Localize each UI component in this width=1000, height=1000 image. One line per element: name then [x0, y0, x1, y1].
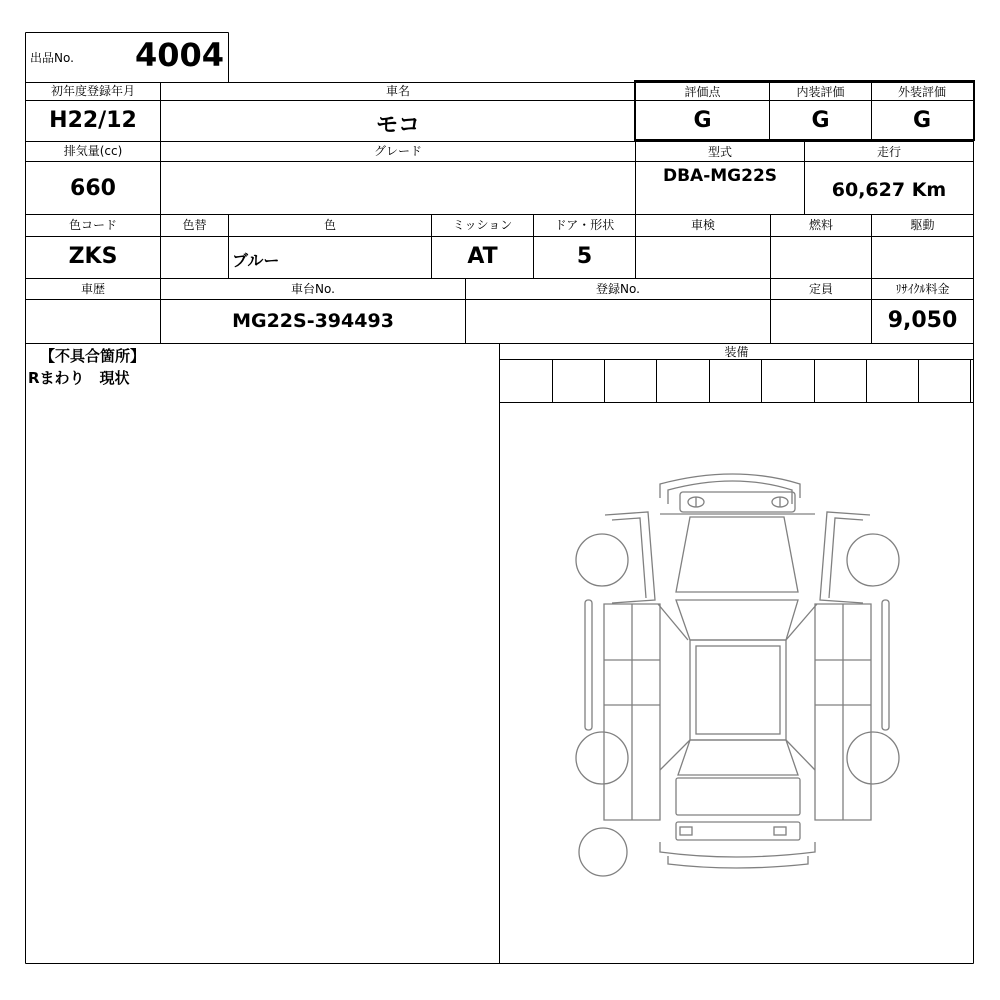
- mileage-label: 走行: [876, 145, 901, 159]
- first-reg-value: H22/12: [49, 108, 137, 133]
- model-value: DBA-MG22S: [662, 166, 778, 186]
- door-value: 5: [576, 244, 593, 269]
- fuel-label: 燃料: [808, 218, 833, 232]
- displacement-value: 660: [70, 176, 116, 201]
- recycle-value: 9,050: [887, 308, 958, 333]
- recycle-label: ﾘｻｲｸﾙ料金: [895, 282, 950, 296]
- color-value: ブルー: [232, 251, 280, 270]
- mission-label: ミッション: [452, 218, 513, 232]
- exterior-value: G: [912, 108, 932, 133]
- capacity-label: 定員: [808, 282, 833, 296]
- drive-label: 駆動: [910, 218, 935, 232]
- color-code-label: 色コード: [68, 218, 117, 232]
- color-code-value: ZKS: [68, 244, 118, 269]
- inspection-label: 車検: [690, 218, 715, 232]
- exterior-label: 外装評価: [897, 85, 946, 99]
- displacement-label: 排気量(cc): [63, 144, 123, 158]
- mileage-value: 60,627 Km: [831, 179, 947, 201]
- repaint-label: 色替: [182, 218, 207, 232]
- grade-label: グレード: [373, 144, 422, 158]
- model-label: 型式: [707, 145, 732, 159]
- lot-number: 4004: [134, 36, 224, 74]
- door-label: ドア・形状: [554, 218, 615, 232]
- color-label: 色: [323, 218, 336, 232]
- interior-value: G: [811, 108, 830, 133]
- mission-value: AT: [467, 244, 498, 269]
- defects-title: 【不具合箇所】: [40, 347, 146, 365]
- first-reg-label: 初年度登録年月: [50, 84, 135, 98]
- registration-label: 登録No.: [596, 282, 640, 296]
- defects-line-1: Rまわり 現状: [28, 369, 130, 387]
- interior-label: 内装評価: [796, 85, 845, 99]
- lot-label: 出品No.: [30, 51, 74, 65]
- chassis-value: MG22S-394493: [232, 310, 394, 332]
- car-name-label: 車名: [385, 84, 410, 98]
- history-label: 車歴: [80, 282, 105, 296]
- score-value: G: [693, 108, 712, 133]
- car-name-value: モコ: [375, 113, 420, 138]
- equipment-label: 装備: [724, 345, 749, 359]
- chassis-label: 車台No.: [291, 282, 335, 296]
- score-label: 評価点: [684, 85, 721, 99]
